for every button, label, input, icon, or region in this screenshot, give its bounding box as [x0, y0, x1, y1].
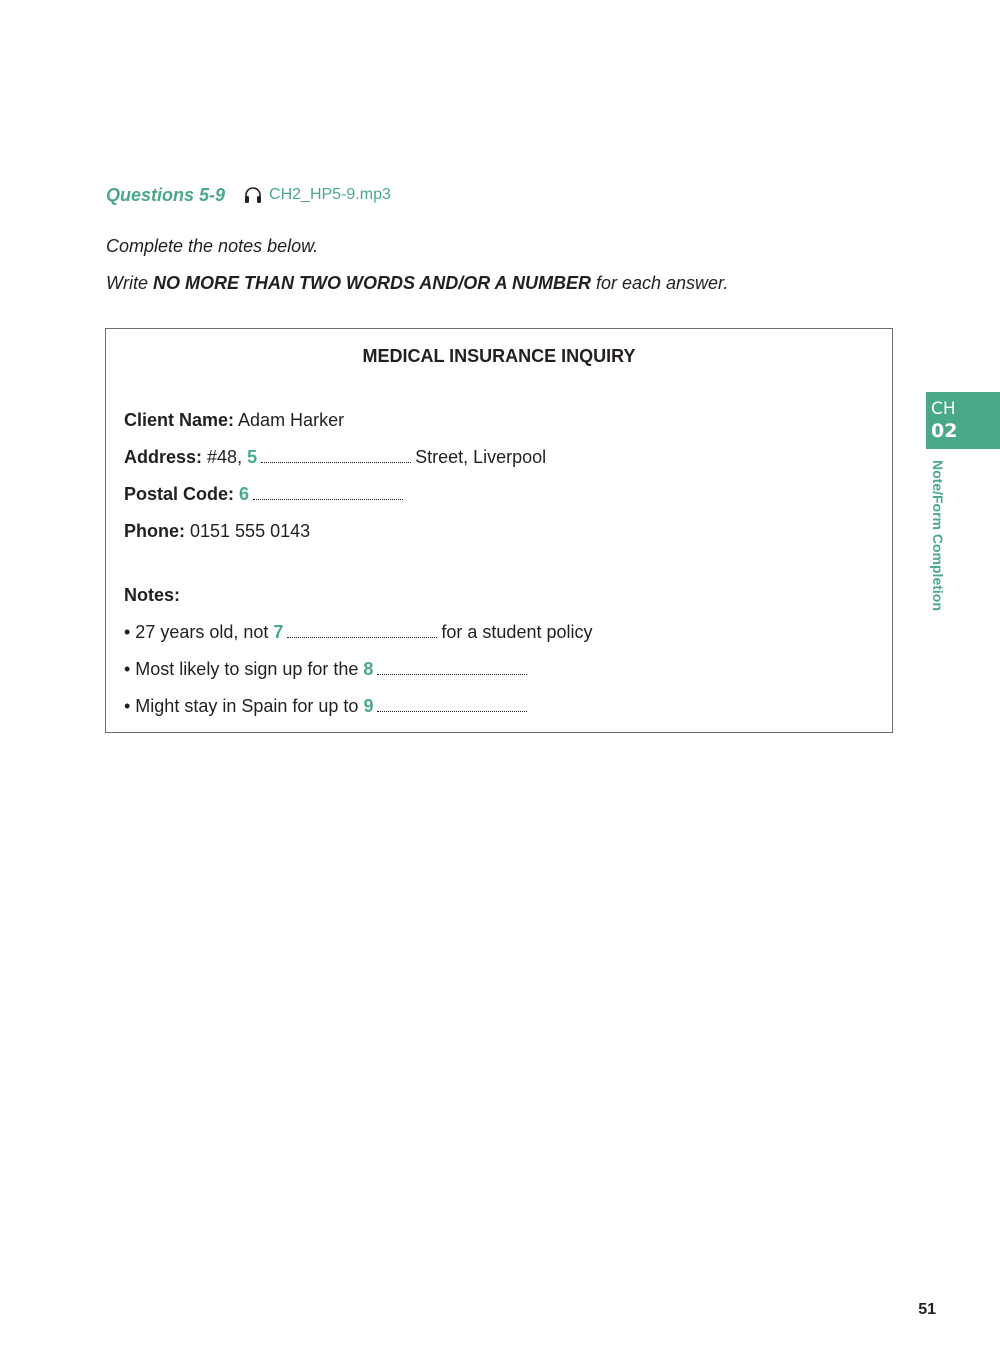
chapter-tab — [926, 392, 1000, 449]
address-label: Address: — [124, 447, 203, 467]
phone-row — [124, 520, 310, 542]
client-name-row — [124, 409, 344, 431]
address-row — [124, 446, 546, 468]
note-item-7 — [124, 621, 593, 643]
notes-heading-row — [124, 584, 180, 606]
page-number: 51 — [918, 1301, 936, 1318]
answer-blank-6[interactable] — [253, 487, 403, 500]
note-8-prefix: • Most likely to sign up for the — [124, 659, 364, 679]
chapter-number: 02 — [931, 420, 958, 442]
phone-value: 0151 555 0143 — [185, 521, 311, 541]
question-number-7: 7 — [273, 622, 284, 642]
question-number-6: 6 — [239, 484, 250, 504]
chapter-label: CH — [931, 399, 956, 419]
answer-blank-5[interactable] — [261, 450, 411, 463]
note-item-9 — [124, 695, 531, 717]
answer-blank-9[interactable] — [377, 699, 527, 712]
postal-code-label: Postal Code: — [124, 484, 235, 504]
address-prefix: #48, — [202, 447, 248, 467]
questions-label: Questions 5-9 — [106, 184, 226, 205]
instruction-word-limit: NO MORE THAN TWO WORDS AND/OR A NUMBER — [153, 273, 591, 293]
questions-header — [106, 183, 391, 207]
instruction-suffix: for each answer. — [590, 273, 729, 293]
audio-file-name[interactable]: CH2_HP5-9.mp3 — [269, 186, 391, 203]
instruction-prefix: Write — [106, 273, 153, 293]
client-name-label: Client Name: — [124, 410, 235, 430]
answer-blank-7[interactable] — [287, 625, 437, 638]
note-7-suffix: for a student policy — [441, 622, 593, 642]
form-title: MEDICAL INSURANCE INQUIRY — [362, 346, 636, 366]
question-number-8: 8 — [363, 659, 374, 679]
headphones-icon[interactable] — [243, 185, 263, 205]
instruction-line-2 — [106, 273, 728, 294]
question-number-9: 9 — [363, 696, 374, 716]
answer-blank-8[interactable] — [377, 662, 527, 675]
note-item-8 — [124, 658, 531, 680]
phone-label: Phone: — [124, 521, 185, 541]
note-7-prefix: • 27 years old, not — [124, 622, 274, 642]
notes-form-box — [105, 328, 893, 733]
question-number-5: 5 — [247, 447, 258, 467]
instruction-line-1: Complete the notes below. — [106, 236, 319, 256]
client-name-value: Adam Harker — [234, 410, 345, 430]
section-side-label: Note/Form Completion — [930, 460, 946, 611]
address-suffix: Street, Liverpool — [415, 447, 547, 467]
note-9-prefix: • Might stay in Spain for up to — [124, 696, 364, 716]
notes-label: Notes: — [124, 585, 181, 605]
postal-code-row — [124, 483, 407, 505]
